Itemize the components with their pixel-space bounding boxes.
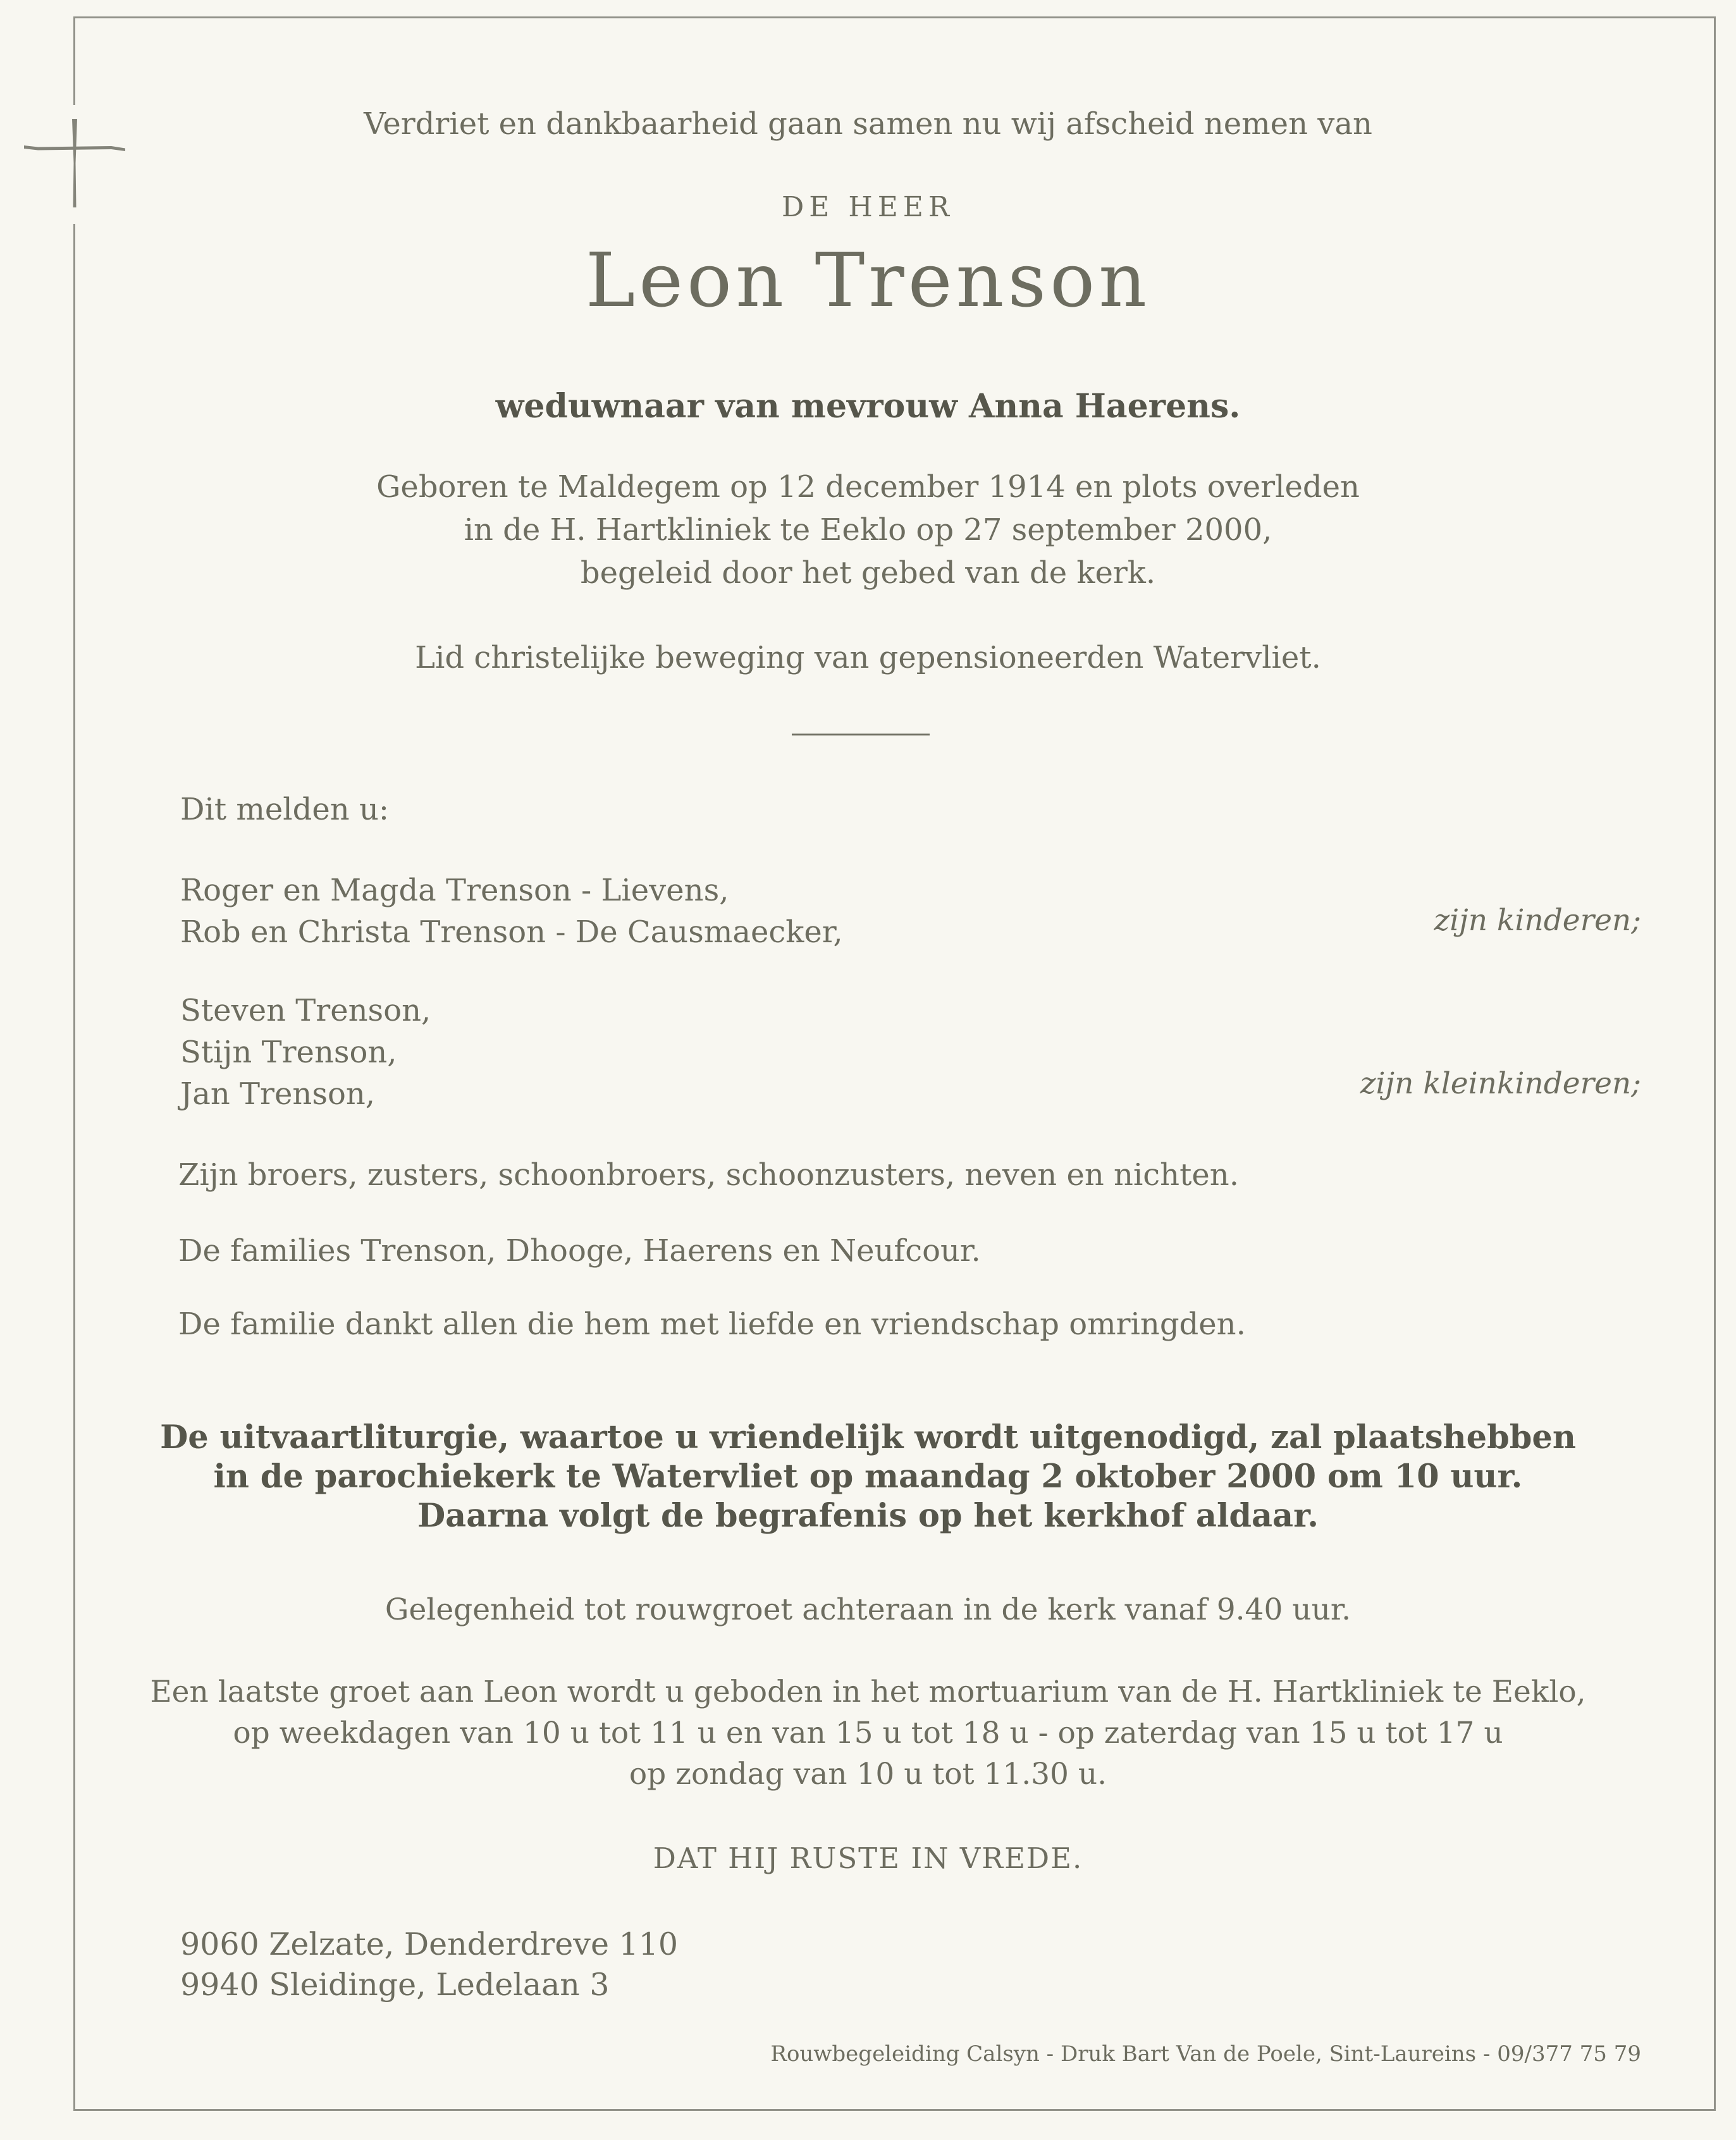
announce-label: Dit melden u:	[180, 792, 390, 827]
funeral-line: De uitvaartliturgie, waartoe u vriendelijk wordt uitgenodigd, zal plaatshebben	[160, 1418, 1576, 1456]
funeral-line: in de parochiekerk te Watervliet op maandag 2 oktober 2000 om 10 uur.	[213, 1458, 1523, 1496]
children-role: zijn kinderen;	[1434, 903, 1641, 938]
funeral-line: Daarna volgt de begrafenis op het kerkhof aldaar.	[417, 1497, 1319, 1535]
deceased-name: Leon Trenson	[585, 237, 1151, 324]
card-border-right	[1714, 16, 1716, 2111]
grandchildren-line: Stijn Trenson,	[180, 1035, 397, 1070]
rest-in-peace-line: DAT HIJ RUSTE IN VREDE.	[653, 1842, 1083, 1875]
birth-death-line: in de H. Hartkliniek te Eeklo op 27 september 2000,	[464, 512, 1272, 548]
mortuary-line: Een laatste groet aan Leon wordt u geboden in het mortuarium van de H. Hartkliniek te Eeklo,	[150, 1675, 1586, 1709]
families-line: De families Trenson, Dhooge, Haerens en Neufcour.	[178, 1233, 981, 1269]
thanks-line: De familie dankt allen die hem met liefde en vriendschap omringden.	[178, 1307, 1246, 1342]
card-border-bottom	[73, 2109, 1716, 2111]
children-line: Roger en Magda Trenson - Lievens,	[180, 873, 729, 908]
birth-death-line: begeleid door het gebed van de kerk.	[580, 555, 1156, 591]
birth-death-line: Geboren te Maldegem op 12 december 1914 en plots overleden	[376, 469, 1360, 505]
mortuary-line: op zondag van 10 u tot 11.30 u.	[629, 1757, 1107, 1792]
address-line: 9940 Sleidinge, Ledelaan 3	[180, 1967, 610, 2003]
grandchildren-line: Steven Trenson,	[180, 993, 431, 1028]
card-border-top	[73, 16, 1715, 18]
intro-line: Verdriet en dankbaarheid gaan samen nu wij afscheid nemen van	[364, 106, 1372, 142]
card-border-left-upper	[73, 16, 75, 105]
grandchildren-role: zijn kleinkinderen;	[1360, 1066, 1641, 1101]
grandchildren-line: Jan Trenson,	[180, 1076, 376, 1112]
printer-credit: Rouwbegeleiding Calsyn - Druk Bart Van de Poele, Sint-Laureins - 09/377 75 79	[770, 2041, 1641, 2067]
widower-line: weduwnaar van mevrouw Anna Haerens.	[495, 387, 1241, 426]
children-line: Rob en Christa Trenson - De Causmaecker,	[180, 914, 843, 950]
address-line: 9060 Zelzate, Denderdreve 110	[180, 1926, 679, 1962]
membership-line: Lid christelijke beweging van gepensioneerden Watervliet.	[415, 640, 1321, 675]
honorific: DE HEER	[781, 191, 955, 223]
relatives-line: Zijn broers, zusters, schoonbroers, schoonzusters, neven en nichten.	[178, 1157, 1239, 1193]
greeting-line: Gelegenheid tot rouwgroet achteraan in de kerk vanaf 9.40 uur.	[385, 1592, 1351, 1627]
divider-rule	[792, 734, 930, 735]
mortuary-line: op weekdagen van 10 u tot 11 u en van 15 u tot 18 u - op zaterdag van 15 u tot 17 u	[233, 1716, 1503, 1750]
card-border-left-lower	[73, 224, 75, 2109]
